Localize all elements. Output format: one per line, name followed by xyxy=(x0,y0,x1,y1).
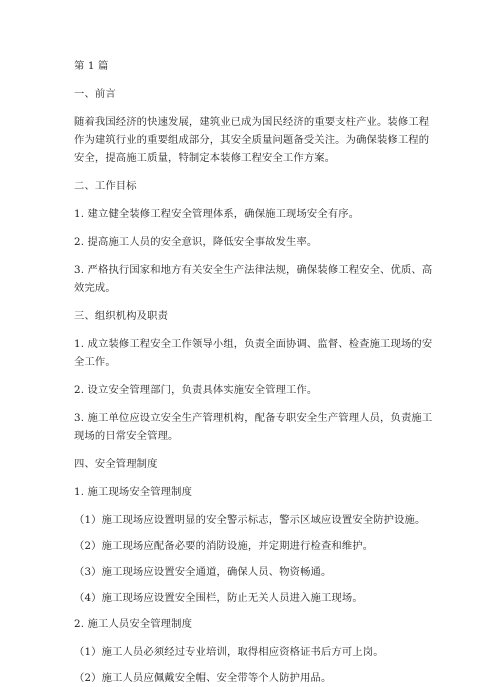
worker-safety-item-2: （2）施工人员应佩戴安全帽、安全带等个人防护用品。 xyxy=(74,672,332,684)
site-safety-item-4: （4）施工现场应设置安全围栏，防止无关人员进入施工现场。 xyxy=(74,592,363,604)
section-heading-goals: 二、工作目标 xyxy=(74,180,137,192)
organization-item-2: 2. 设立安全管理部门，负责具体实施安全管理工作。 xyxy=(74,384,318,396)
section-heading-safety-rules: 四、安全管理制度 xyxy=(74,458,158,470)
organization-item-3: 3. 施工单位应设立安全生产管理机构，配备专职安全生产管理人员，负责施工现场的日常安全管理。 xyxy=(74,412,433,442)
goal-item-2: 2. 提高施工人员的安全意识，降低安全事故发生率。 xyxy=(74,236,318,248)
site-safety-item-2: （2）施工现场应配备必要的消防设施，并定期进行检查和维护。 xyxy=(74,540,374,552)
worker-safety-item-1: （1）施工人员必须经过专业培训，取得相应资格证书后方可上岗。 xyxy=(74,646,384,658)
site-safety-item-3: （3）施工现场应设置安全通道，确保人员、物资畅通。 xyxy=(74,566,332,578)
site-safety-item-1: （1）施工现场应设置明显的安全警示标志，警示区域应设置安全防护设施。 xyxy=(74,514,426,526)
goal-item-3: 3. 严格执行国家和地方有关安全生产法律法规，确保装修工程安全、优质、高效完成。 xyxy=(74,264,433,294)
section-heading-preface: 一、前言 xyxy=(74,88,116,100)
subsection-title-site-safety: 1. 施工现场安全管理制度 xyxy=(74,486,193,498)
part-label: 第 1 篇 xyxy=(74,60,109,72)
section-heading-organization: 三、组织机构及职责 xyxy=(74,310,169,322)
preface-paragraph: 随着我国经济的快速发展，建筑业已成为国民经济的重要支柱产业。装修工程作为建筑行业的重要组成部分，其安全质量问题备受关注。为确保装修工程的安全，提高施工质量，特制定本装修工程安全工作方案。 xyxy=(74,116,430,164)
goal-item-1: 1. 建立健全装修工程安全管理体系，确保施工现场安全有序。 xyxy=(74,208,360,220)
organization-item-1: 1. 成立装修工程安全工作领导小组，负责全面协调、监督、检查施工现场的安全工作。 xyxy=(74,338,433,368)
subsection-title-worker-safety: 2. 施工人员安全管理制度 xyxy=(74,618,193,630)
